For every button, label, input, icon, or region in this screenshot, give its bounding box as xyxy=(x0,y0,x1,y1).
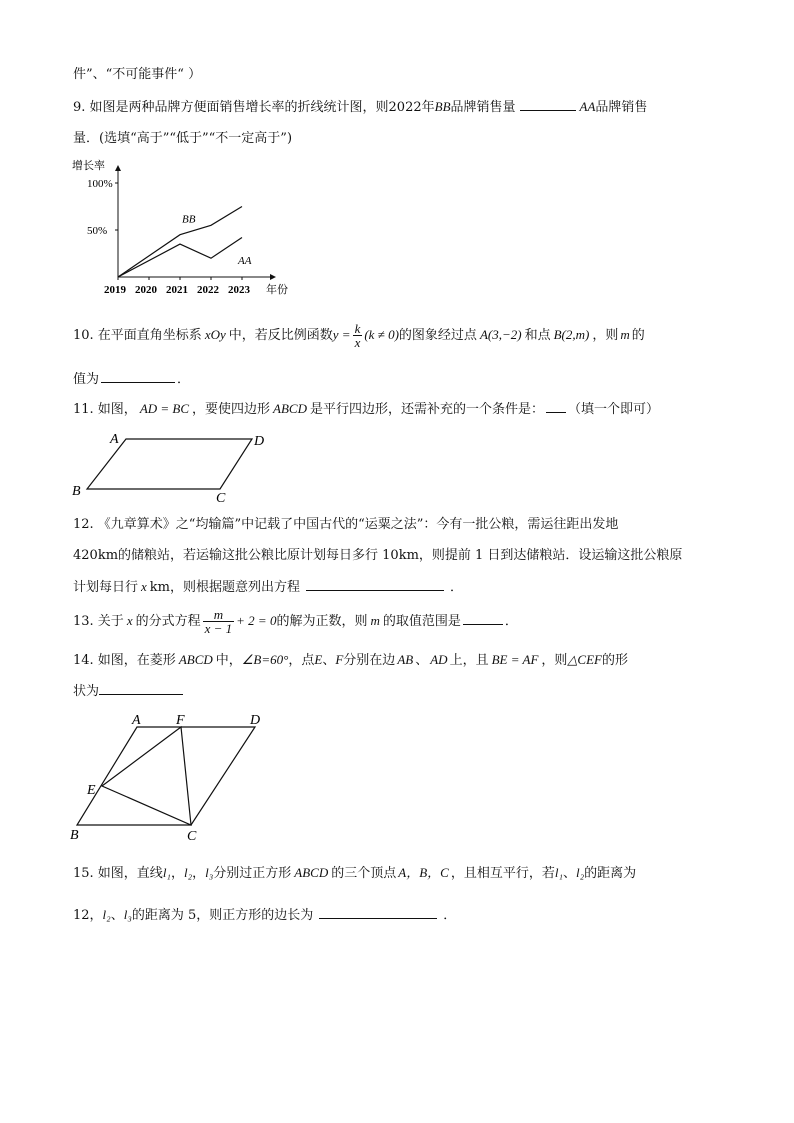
q10-text-d: 和点 xyxy=(524,328,551,343)
q13-frac-den: x − 1 xyxy=(204,621,233,636)
q12-line1: 12. 《九章算术》之“均输篇”中记载了中国古代的“运粟之法”：今有一批公粮，需运往距出发地 xyxy=(73,517,619,532)
q12-text-b: km，则根据题意列出方程 xyxy=(149,580,301,595)
q13-text-b: 的分式方程 xyxy=(135,614,201,629)
q10-m: m xyxy=(620,327,630,342)
q10-text-f: 的 xyxy=(631,328,645,343)
q14-triangle-cef xyxy=(102,727,191,825)
q14-label-c: C xyxy=(187,829,197,843)
q15-line1 xyxy=(73,864,636,883)
q9-answer-blank[interactable] xyxy=(520,98,576,111)
q14-ad: AD xyxy=(430,652,448,667)
q9-x-tick-label: 2023 xyxy=(228,284,250,296)
q13-text-a: 13. 关于 xyxy=(73,614,124,629)
q11-parallelogram-figure xyxy=(66,426,276,504)
q13-line xyxy=(73,605,518,638)
q9-brand-bb: BB xyxy=(434,99,451,114)
q14-answer-blank[interactable] xyxy=(99,682,183,695)
q14-text-c: ，点 xyxy=(288,653,315,668)
q9-y-tick-label: 100% xyxy=(87,178,113,190)
q9-x-label: 年份 xyxy=(266,284,288,296)
q14-sep2: 、 xyxy=(415,653,429,668)
q15-l1: l₁ xyxy=(162,865,171,880)
q13-end: ． xyxy=(504,614,518,629)
q14-rhombus xyxy=(77,727,255,825)
q14-f: F xyxy=(335,652,344,667)
q14-triangle: △CEF xyxy=(567,652,602,667)
q9-text-b: 品牌销售量 xyxy=(450,100,516,115)
q9-y-label: 增长率 xyxy=(72,160,105,172)
q15-abcd: ABCD xyxy=(294,865,329,880)
q9-growth-chart xyxy=(68,155,308,300)
q10-line1 xyxy=(73,320,645,351)
q11-eq: AD = BC xyxy=(139,401,190,416)
q10-line2-text: 值为 xyxy=(73,372,100,387)
q9-brand-aa: AA xyxy=(579,99,596,114)
q12-text-a: 计划每日行 xyxy=(73,580,139,595)
q11-abcd: ABCD xyxy=(273,401,307,416)
q13-text-e: 的取值范围是 xyxy=(382,614,461,629)
q15-sep1: ， xyxy=(170,866,184,881)
q14-label-f: F xyxy=(176,713,185,728)
q10-cond: (k ≠ 0) xyxy=(364,327,399,342)
q14-text-f: ，则 xyxy=(541,653,568,668)
q13-frac-num: m xyxy=(203,608,235,622)
q10-fraction xyxy=(353,322,363,349)
q10-text-b: 中，若反比例函数 xyxy=(228,328,333,343)
q14-text-a: 14. 如图，在菱形 xyxy=(73,653,176,668)
q15-l3c: l₃ xyxy=(123,907,132,922)
q14-label-b: B xyxy=(70,828,79,843)
q9-x-axis-arrow xyxy=(270,274,276,280)
q15-line2-b: 的距离为 5，则正方形的边长为 xyxy=(131,908,314,923)
q15-text-a: 15. 如图，直线 xyxy=(73,866,163,881)
q9-x-tick-label: 2022 xyxy=(197,284,219,296)
q15-l2c: l₂ xyxy=(102,907,111,922)
q10-point-a: A(3,−2) xyxy=(479,327,522,342)
q15-answer-blank[interactable] xyxy=(319,906,437,919)
q10-y-eq: y = xyxy=(332,327,351,342)
q9-line2: 量．(选填“高于”“低于”“不一定高于”) xyxy=(73,131,293,146)
q9-text-c: 品牌销售 xyxy=(595,100,648,115)
q13-x: x xyxy=(126,613,133,628)
q15-line2-a: 12， xyxy=(73,908,103,923)
q15-sep2: ， xyxy=(192,866,206,881)
q8-tail: 件”、“不可能事件“ ） xyxy=(73,67,202,82)
q14-text-b: 中， xyxy=(215,653,242,668)
q9-series-aa xyxy=(118,238,242,277)
q14-line2-text: 状为 xyxy=(73,684,100,699)
q15-text-b: 分别过正方形 xyxy=(213,866,292,881)
q15-l2: l₂ xyxy=(183,865,193,880)
q14-be: BE = AF xyxy=(491,652,539,667)
q14-abcd: ABCD xyxy=(178,652,213,667)
q15-l3: l₃ xyxy=(205,865,214,880)
q9-series-label-bb: BB xyxy=(182,213,196,226)
q10-coord: xOy xyxy=(204,327,226,342)
q14-label-e: E xyxy=(87,783,96,798)
q14-label-d: D xyxy=(250,713,261,728)
q15-sep4: 、 xyxy=(110,908,124,923)
q11-text-c: 是平行四边形，还需补充的一个条件是： xyxy=(310,402,545,417)
q10-frac-num: k xyxy=(354,321,361,336)
q14-text-e: 上，且 xyxy=(449,653,489,668)
q13-text-d: 的解为正数，则 xyxy=(276,614,368,629)
q10-answer-blank[interactable] xyxy=(101,370,175,383)
q11-label-c: C xyxy=(216,491,226,504)
q10-line2 xyxy=(73,370,190,389)
q14-line2 xyxy=(73,682,183,701)
q15-sep3: 、 xyxy=(562,866,576,881)
q11-label-b: B xyxy=(72,484,81,499)
q12-line2: 420km的储粮站，若运输这批公粮比原计划每日多行 10km，则提前 1 日到达储粮站．设运输这批公粮原 xyxy=(73,548,683,563)
q14-ab: AB xyxy=(397,652,414,667)
q14-text-d: 分别在边 xyxy=(343,653,396,668)
q14-rhombus-figure xyxy=(66,708,276,843)
q9-y-tick-label: 50% xyxy=(87,225,108,237)
q10-text-c: 的图象经过点 xyxy=(398,328,477,343)
q10-point-b: B(2,m) xyxy=(553,327,590,342)
q12-x: x xyxy=(141,579,147,594)
q9-x-tick-label: 2021 xyxy=(166,284,188,296)
q13-answer-blank[interactable] xyxy=(463,612,503,625)
q15-line2 xyxy=(73,906,456,925)
q11-line xyxy=(73,400,659,419)
q14-sep: 、 xyxy=(322,653,336,668)
q9-line1 xyxy=(73,98,647,117)
q11-text-b: ，要使四边形 xyxy=(192,402,271,417)
q9-x-tick-label: 2019 xyxy=(104,284,126,296)
q14-angle: ∠B=60° xyxy=(241,652,289,667)
q15-text-d: ，且相互平行，若 xyxy=(450,866,555,881)
q15-end: ． xyxy=(443,908,457,923)
q12-line3 xyxy=(73,578,463,597)
q11-label-a: A xyxy=(110,432,119,447)
q15-l2b: l₂ xyxy=(575,865,585,880)
q15-points: A，B，C xyxy=(398,865,449,880)
q13-fraction xyxy=(203,608,235,635)
q11-answer-blank[interactable] xyxy=(546,400,566,413)
q13-eq: + 2 = 0 xyxy=(236,613,277,628)
q14-e: E xyxy=(314,652,323,667)
q10-text-a: 10. 在平面直角坐标系 xyxy=(73,328,202,343)
q9-series-bb xyxy=(118,207,242,278)
q11-label-d: D xyxy=(254,434,265,449)
q10-end: ． xyxy=(177,372,191,387)
q12-answer-blank[interactable] xyxy=(306,578,444,591)
q11-text-d: （填一个即可） xyxy=(568,402,660,417)
q15-text-e: 的距离为 xyxy=(584,866,637,881)
q9-series-label-aa: AA xyxy=(238,255,252,268)
q9-x-tick-label: 2020 xyxy=(135,284,157,296)
q14-text-g: 的形 xyxy=(601,653,628,668)
q15-text-c: 的三个顶点 xyxy=(331,866,397,881)
q9-text-a: 9. 如图是两种品牌方便面销售增长率的折线统计图，则2022年 xyxy=(73,100,435,115)
q10-text-e: ，则 xyxy=(592,328,619,343)
q14-label-a: A xyxy=(132,713,141,728)
q12-end: ． xyxy=(450,580,464,595)
q15-l1b: l₁ xyxy=(554,865,563,880)
q11-text-a: 11. 如图， xyxy=(73,402,137,417)
q14-line1 xyxy=(73,651,628,670)
q10-frac-den: x xyxy=(354,335,361,350)
q13-m: m xyxy=(370,613,380,628)
q9-y-axis-arrow xyxy=(115,165,121,171)
